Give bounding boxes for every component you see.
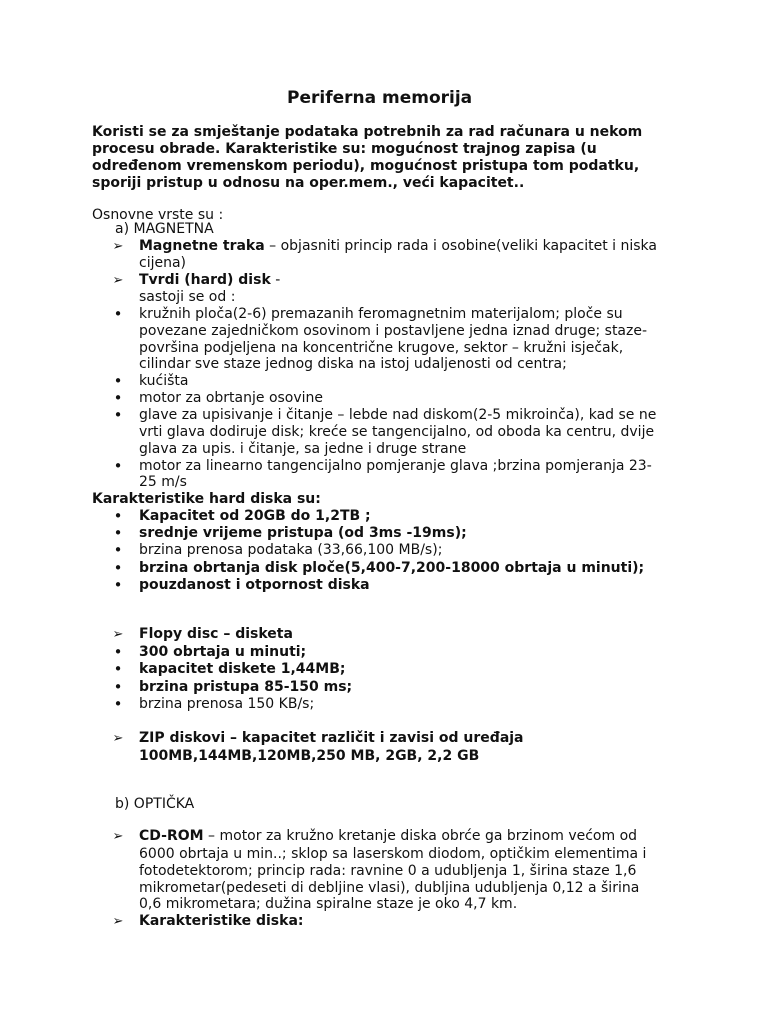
cdrom-item [139,828,637,845]
bullet-icon: • [113,457,123,475]
bullet-icon: • [113,389,123,407]
bullet-icon: • [113,406,123,424]
basic-types-heading: Osnovne vrste su : [92,207,224,223]
bullet-icon: • [113,372,123,390]
zip-line-2: 100MB,144MB,120MB,250 MB, 2GB, 2,2 GB [139,748,480,764]
hdd-characteristics-heading: Karakteristike hard diska su: [92,491,321,507]
arrow-bullet-icon: ➢ [112,627,124,642]
zip-line-1: ZIP diskovi – kapacitet različit i zavisi od uređaja [139,730,524,746]
bullet-icon: • [113,576,123,594]
tape-label: Magnetne traka [139,238,265,254]
bullet-icon: • [113,305,123,323]
bullet-icon: • [113,559,123,577]
bullet-icon: • [113,643,123,661]
cdrom-line-3: fotodetektorom; princip rada: ravnine 0 a udubljenja 1, širina staze 1,6 [139,863,637,879]
hdd-label: Tvrdi (hard) disk [139,272,271,288]
cdrom-text: – motor za kružno kretanje diska obrće ga brzinom većom od [203,828,638,844]
tape-item [139,238,657,255]
heads-line-2: vrti glava dodiruje disk; kreće se tangencijalno, od oboda ka centru, dvije [139,424,655,440]
section-a-heading: a) MAGNETNA [115,221,214,237]
disk-characteristics-heading: Karakteristike diska: [139,913,304,929]
platters-line-3: površina podjeljena na koncentrične krugove, sektor – kružni isječak, [139,340,624,356]
hdd-rotation-speed: brzina obrtanja disk ploče(5,400-7,200-18000 obrtaja u minuti); [139,560,645,576]
motor-item: motor za obrtanje osovine [139,390,324,406]
floppy-title: Flopy disc – disketa [139,626,293,642]
tape-text-cont: cijena) [139,255,187,271]
floppy-rpm: 300 obrtaja u minuti; [139,644,307,660]
hdd-consists-of: sastoji se od : [139,289,236,305]
linear-motor-line-2: 25 m/s [139,474,187,490]
cdrom-line-2: 6000 obrtaja u min..; sklop sa laserskom diodom, optičkim elementima i [139,846,647,862]
cdrom-line-5: 0,6 mikrometara; dužina spiralne staze je oko 4,7 km. [139,896,518,912]
hdd-item [139,272,280,289]
platters-line-1: kružnih ploča(2-6) premazanih feromagnetnim materijalom; ploče su [139,306,623,322]
intro-line-3: određenom vremenskom periodu), mogućnost pristupa tom podatku, [92,158,640,174]
linear-motor-line-1: motor za linearno tangencijalno pomjeranje glava ;brzina pomjeranja 23- [139,458,652,474]
section-b-heading: b) OPTIČKA [115,796,195,812]
bullet-icon: • [113,660,123,678]
hdd-access-time: srednje vrijeme pristupa (od 3ms -19ms); [139,525,467,541]
arrow-bullet-icon: ➢ [112,273,124,288]
platters-line-2: povezane zajedničkom osovinom i postavljene jedna iznad druge; staze- [139,323,648,339]
floppy-transfer: brzina prenosa 150 KB/s; [139,696,315,712]
intro-line-1: Koristi se za smještanje podataka potrebnih za rad računara u nekom [92,124,643,140]
heads-line-1: glave za upisivanje i čitanje – lebde nad diskom(2-5 mikroinča), kad se ne [139,407,657,423]
floppy-access: brzina pristupa 85-150 ms; [139,679,353,695]
intro-line-4: sporiji pristup u odnosu na oper.mem., veći kapacitet.. [92,175,525,191]
arrow-bullet-icon: ➢ [112,829,124,844]
page-title: Periferna memorija [287,88,473,108]
cdrom-line-4: mikrometar(pedeseti di debljine vlasi), dubljina udubljenja 0,12 a širina [139,880,640,896]
cdrom-label: CD-ROM [139,828,204,844]
heads-line-3: glava za upis. i čitanje, sa jedne i druge strane [139,441,467,457]
bullet-icon: • [113,678,123,696]
hdd-capacity: Kapacitet od 20GB do 1,2TB ; [139,508,371,524]
arrow-bullet-icon: ➢ [112,731,124,746]
hdd-reliability: pouzdanost i otpornost diska [139,577,370,593]
bullet-icon: • [113,507,123,525]
tape-text: – objasniti princip rada i osobine(veliki kapacitet i niska [264,238,657,254]
platters-line-4: cilindar sve staze jednog diska na istoj udaljenosti od centra; [139,356,567,372]
hdd-dash: - [270,272,281,288]
arrow-bullet-icon: ➢ [112,914,124,929]
hdd-transfer-rate: brzina prenosa podataka (33,66,100 MB/s); [139,542,443,558]
floppy-capacity: kapacitet diskete 1,44MB; [139,661,346,677]
intro-line-2: procesu obrade. Karakteristike su: mogućnost trajnog zapisa (u [92,141,597,157]
bullet-icon: • [113,541,123,559]
bullet-icon: • [113,524,123,542]
housing-item: kućišta [139,373,189,389]
bullet-icon: • [113,695,123,713]
arrow-bullet-icon: ➢ [112,239,124,254]
